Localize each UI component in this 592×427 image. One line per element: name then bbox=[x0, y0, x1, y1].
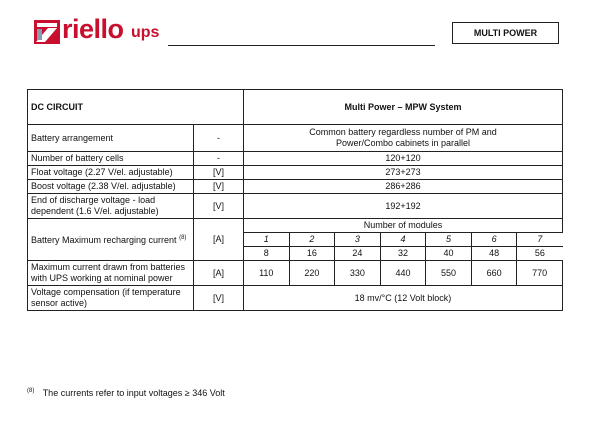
recharge-value: 8 bbox=[244, 247, 290, 261]
page-header bbox=[0, 0, 592, 60]
compensation-row bbox=[28, 286, 563, 311]
max-current-row bbox=[28, 261, 563, 286]
row-label: Float voltage (2.27 V/el. adjustable) bbox=[28, 166, 194, 180]
module-number: 7 bbox=[517, 233, 563, 247]
max-current-value: 440 bbox=[380, 261, 426, 286]
module-number: 5 bbox=[426, 233, 472, 247]
row-value: 192+192 bbox=[244, 194, 563, 219]
recharge-label: Battery Maximum recharging current bbox=[31, 235, 177, 245]
recharge-header-row bbox=[28, 219, 563, 233]
row-unit: [V] bbox=[194, 180, 244, 194]
recharge-unit: [A] bbox=[194, 219, 244, 261]
max-current-value: 550 bbox=[426, 261, 472, 286]
module-number: 2 bbox=[289, 233, 335, 247]
compensation-label: Voltage compensation (if temperature sensor active) bbox=[28, 286, 194, 311]
table-row bbox=[28, 152, 563, 166]
header-system: Multi Power – MPW System bbox=[244, 90, 563, 125]
row-label: Number of battery cells bbox=[28, 152, 194, 166]
recharge-label-cell bbox=[28, 219, 194, 261]
table-header-row bbox=[28, 90, 563, 125]
compensation-unit: [V] bbox=[194, 286, 244, 311]
module-number: 1 bbox=[244, 233, 290, 247]
table-row bbox=[28, 194, 563, 219]
max-current-value: 220 bbox=[289, 261, 335, 286]
row-value: Common battery regardless number of PM and Power/Combo cabinets in parallel bbox=[244, 125, 563, 152]
row-value: 273+273 bbox=[244, 166, 563, 180]
row-label: End of discharge voltage - load dependent (1.6 V/el. adjustable) bbox=[28, 194, 194, 219]
header-rule bbox=[168, 45, 435, 46]
table-row bbox=[28, 166, 563, 180]
footnote-text: The currents refer to input voltages ≥ 346 Volt bbox=[42, 388, 225, 398]
row-value: 120+120 bbox=[244, 152, 563, 166]
max-current-unit: [A] bbox=[194, 261, 244, 286]
max-current-value: 770 bbox=[517, 261, 563, 286]
dc-circuit-table bbox=[27, 89, 563, 311]
max-current-value: 110 bbox=[244, 261, 290, 286]
logo-suffix: ups bbox=[131, 24, 160, 41]
product-label: MULTI POWER bbox=[452, 22, 559, 44]
compensation-value: 18 mv/°C (12 Volt block) bbox=[244, 286, 563, 311]
module-number: 4 bbox=[380, 233, 426, 247]
footnote bbox=[27, 388, 225, 398]
max-current-label: Maximum current drawn from batteries with UPS working at nominal power bbox=[28, 261, 194, 286]
table-row bbox=[28, 125, 563, 152]
header-dc-circuit: DC CIRCUIT bbox=[28, 90, 244, 125]
max-current-value: 660 bbox=[471, 261, 517, 286]
max-current-value: 330 bbox=[335, 261, 381, 286]
recharge-value: 56 bbox=[517, 247, 563, 261]
row-label: Boost voltage (2.38 V/el. adjustable) bbox=[28, 180, 194, 194]
row-value: 286+286 bbox=[244, 180, 563, 194]
table-row bbox=[28, 180, 563, 194]
module-number: 6 bbox=[471, 233, 517, 247]
recharge-value: 16 bbox=[289, 247, 335, 261]
logo-text: riello bbox=[62, 14, 124, 44]
footnote-ref: (8) bbox=[179, 235, 187, 241]
recharge-value: 24 bbox=[335, 247, 381, 261]
recharge-value: 40 bbox=[426, 247, 472, 261]
row-unit: - bbox=[194, 125, 244, 152]
row-unit: [V] bbox=[194, 194, 244, 219]
module-number: 3 bbox=[335, 233, 381, 247]
row-unit: - bbox=[194, 152, 244, 166]
recharge-value: 48 bbox=[471, 247, 517, 261]
footnote-marker: (8) bbox=[27, 388, 35, 394]
row-label: Battery arrangement bbox=[28, 125, 194, 152]
recharge-value: 32 bbox=[380, 247, 426, 261]
riello-logo-icon bbox=[34, 20, 60, 44]
modules-header: Number of modules bbox=[244, 219, 563, 233]
row-unit: [V] bbox=[194, 166, 244, 180]
